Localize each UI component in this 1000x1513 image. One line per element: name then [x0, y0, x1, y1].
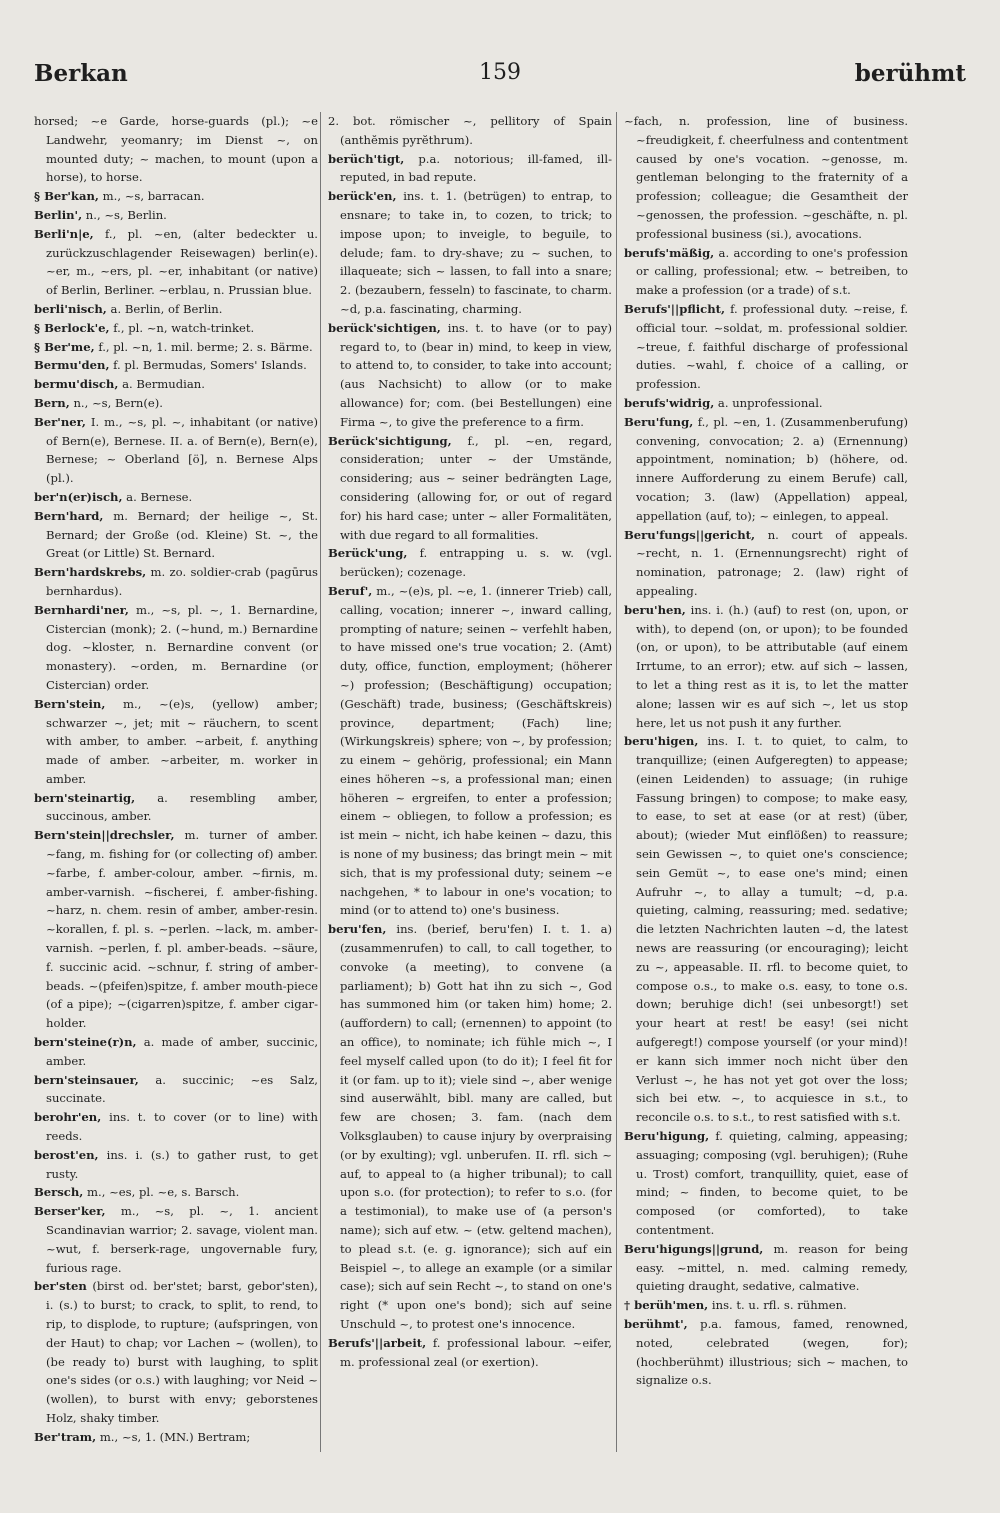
dictionary-entry — [624, 1127, 908, 1240]
dictionary-entry — [624, 1240, 908, 1296]
dictionary-entry — [34, 375, 318, 394]
definition: p.a. notorious; ill-famed, ill-reputed, in bad repute. — [340, 151, 612, 185]
headword: ber'sten — [34, 1279, 87, 1294]
headword: berühmt', — [624, 1317, 688, 1331]
headword: bern'steinartig, — [34, 790, 136, 805]
definition: ins. t. to have (or to pay) regard to, to (bear in) mind, to keep in view, to attend to, to consider, to take into account; (aus Nachsicht) to allow (or to make allowance) for; com. (bei Bestellungen) eine Firma ~, to give the preference to a firm. — [340, 320, 612, 429]
definition: f., pl. ~en, (alter bedeckter u. zurückzuschlagender Reisewagen) berlin(e). ~er, m., ~ers, pl. ~er, inhabitant (or native) of Berlin, Berliner. ~erblau, n. Prussian blue. — [46, 226, 318, 298]
headword: Beru'fungs||gericht, — [624, 527, 756, 542]
definition: 2. bot. römischer ~, pellitory of Spain (anthĕmis pyrĕthrum). — [328, 114, 612, 147]
dictionary-entry — [34, 225, 318, 300]
definition: ins. I. t. to quiet, to calm, to tranquillize; (einen Aufgeregten) to appease; (einen Leidenden) to assuage; (in ruhige Fassung bringen) to compose; to make easy, to ease, to set at ease (or at rest) (über, about); (wieder Mut einflößen) to reassure; sein Gewissen ~, to quiet one's conscience; sein Gemüt ~, to ease one's mind; einen Aufruhr ~, to allay a tumult; ~d, p.a. quieting, calming, reassuring; med. sedative; die letzten Nachrichten lauten ~d, the latest news are reassuring (or encouraging); leicht zu ~, appeasable. II. rfl. to become quiet, to compose o.s., to make o.s. easy, to tone o.s. down; beruhige dich! (sei unbesorgt!) set your heart at rest! be easy! (sei nicht aufgeregt!) compose yourself (or your mind)! er kann sich immer noch nicht über den Verlust ~, he has not yet got over the loss; sich bei etw. ~, to acquiesce in s.t., to reconcile o.s. to s.t., to rest satisfied with s.t. — [636, 734, 908, 1125]
headword: Bern'hard, — [34, 508, 104, 523]
definition: f., pl. ~en, regard, consideration; unter ~ der Umstände, considering; aus ~ seiner bedrängten Lage, considering (allowing for, or out of regard for) his hard case; unter ~ aller Formalitäten, with due regard to all formalities. — [340, 433, 612, 542]
headword: berück'sichtigen, — [328, 320, 441, 335]
dictionary-entry — [624, 394, 908, 413]
definition: a. Berlin, of Berlin. — [110, 301, 223, 316]
dictionary-entry — [34, 300, 318, 319]
dictionary-entry — [328, 920, 612, 1334]
definition: m., ~(e)s, pl. ~e, 1. (innerer Trieb) call, calling, vocation; innerer ~, inward calling, prompting of nature; seinen ~ verfehlt haben, to have missed one's true vocation; 2. (Amt) duty, office, function, employment; (höherer ~) profession; (Beschäftigung) occupation; (Geschäft) trade, business; (Geschäftskreis) province, department; (Fach) line; (Wirkungskreis) sphere; von ~, by profession; zu einem ~ gehörig, professional; ein Mann eines höheren ~s, a professional man; einen höheren ~ ergreifen, to enter a profession; einem ~ obliegen, to follow a profession; es ist mein ~ nicht, ich habe keinen ~ dazu, this is none of my business; das bringt mein ~ mit sich, that is my professional duty; seinem ~e nachgehen, * to labour in one's vocation; to mind (or to attend to) one's business. — [340, 583, 612, 918]
headword: Berufs'||pflicht, — [624, 301, 726, 316]
page-number: 159 — [479, 60, 521, 85]
dictionary-entry — [34, 112, 318, 187]
column-3 — [624, 112, 908, 1452]
headword: § Berlock'e, — [34, 320, 110, 335]
headword: Beru'fung, — [624, 414, 694, 429]
definition: m., ~s, barracan. — [102, 189, 205, 204]
headword: beru'hen, — [624, 602, 686, 617]
definition: ins. t. to cover (or to line) with reeds. — [46, 1110, 318, 1144]
definition: f. professional duty. ~reise, f. official tour. ~soldat, m. professional soldier. ~treue, f. faithful discharge of professional duties. ~wahl, f. choice of a calling, or profession. — [636, 301, 908, 392]
left-guideword: Berkan — [34, 60, 128, 87]
headword: † berüh'men, — [624, 1298, 709, 1313]
dictionary-entry — [624, 1315, 908, 1390]
definition: ins. (berief, beru'fen) I. t. 1. a) (zusammenrufen) to call, to call together, to convoke (a meeting), to convene (a parliament); b) Gott hat ihn zu sich ~, God has summoned him (or taken him) home; 2. (auffordern) to call; (ernennen) to appoint (to an office), to nominate; ich fühle mich ~, I feel myself called upon (to do it); I feel fit for it (or fam. up to it); viele sind ~, aber wenige sind auserwählt, bibl. many are called, but few are chosen; 3. fam. (nach dem Volksglauben) to cause injury by overpraising (or by exulting); vgl. unberufen. II. rfl. sich ~ auf, to appeal to (a higher tribunal); to call upon s.o. (for protection); to refer to s.o. (for a testimonial), to make use of (a person's name); sich auf etw. ~ (etw. geltend machen), to plead s.t. (e. g. ignorance); sich auf ein Beispiel ~, to allege an example (or a similar case); sich auf sein Recht ~, to stand on one's right (* upon one's bond); sich auf seine Unschuld ~, to protest one's innocence. — [340, 922, 612, 1331]
dictionary-entry — [34, 826, 318, 1033]
headword: berost'en, — [34, 1147, 99, 1162]
definition: a. resembling amber, succinous, amber. — [46, 790, 318, 824]
definition: a. Bermudian. — [122, 377, 205, 392]
definition: f. entrapping u. s. w. (vgl. berücken); cozenage. — [340, 546, 612, 580]
dictionary-entry — [624, 732, 908, 1127]
definition: ins. t. u. rfl. s. rühmen. — [711, 1298, 847, 1313]
definition: n. court of appeals. ~recht, n. 1. (Ernennungsrecht) right of nomination, patronage; 2. (law) right of appealing. — [636, 527, 908, 598]
definition: m. turner of amber. ~fang, m. fishing for (or collecting of) amber. ~farbe, f. amber-colour, amber. ~firnis, m. amber-varnish. ~fischerei, f. amber-fishing. ~harz, n. chem. resin of amber, amber-resin. ~korallen, f. pl. s. ~perlen. ~lack, m. amber-varnish. ~perlen, f. pl. amber-beads. ~säure, f. succinic acid. ~schnur, f. string of amber-beads. ~(pfeifen)spitze, f. amber mouth-piece (of a pipe); ~(cigarren)spitze, f. amber cigar-holder. — [46, 828, 318, 1031]
definition: a. Bernese. — [126, 489, 193, 504]
dictionary-entry — [34, 695, 318, 789]
headword: berohr'en, — [34, 1110, 102, 1125]
headword: bern'steine(r)n, — [34, 1035, 137, 1050]
definition: ins. t. 1. (betrügen) to entrap, to ensnare; to take in, to cozen, to trick; to impose upon; to inveigle, to beguile, to delude; fam. to dry-shave; zu ~ suchen, to illaqueate; sich ~ lassen, to fall into a snare; 2. (bezaubern, fesseln) to fascinate, to charm. ~d, p.a. fascinating, charming. — [340, 189, 612, 316]
dictionary-entry — [328, 1334, 612, 1372]
headword: Beru'higung, — [624, 1129, 710, 1144]
dictionary-entry — [34, 1071, 318, 1109]
dictionary-entry — [328, 582, 612, 920]
dictionary-entry — [34, 319, 318, 338]
column-rule — [616, 112, 617, 1452]
definition: n., ~s, Bern(e). — [73, 395, 163, 410]
definition: m., ~s, 1. (MN.) Bertram; — [99, 1429, 251, 1444]
headword: § Ber'kan, — [34, 189, 99, 204]
headword: Berlin', — [34, 207, 83, 222]
headword: berufs'widrig, — [624, 395, 715, 410]
headword: § Ber'me, — [34, 339, 95, 354]
dictionary-entry — [624, 112, 908, 244]
headword: Berück'sichtigung, — [328, 433, 452, 448]
dictionary-entry — [34, 1146, 318, 1184]
definition: m., ~es, pl. ~e, s. Barsch. — [87, 1185, 240, 1200]
definition: f., pl. ~en, 1. (Zusammenberufung) convening, convocation; 2. a) (Ernennung) appointment, nomination; b) (höhere, od. innere Aufforderung zu einem Berufe) call, vocation; 3. (law) (Appellation) appeal, appellation (auf, to); ~ einlegen, to appeal. — [636, 414, 908, 523]
definition: horsed; ~e Garde, horse-guards (pl.); ~e Landwehr, yeomanry; im Dienst ~, on mounted duty; ~ machen, to mount (upon a horse), to horse. — [34, 114, 318, 185]
column-rule — [320, 112, 321, 1452]
dictionary-entry — [328, 432, 612, 545]
definition: a. made of amber, succinic, amber. — [46, 1035, 318, 1068]
definition: m. Bernard; der heilige ~, St. Bernard; der Große (od. Kleine) St. ~, the Great (or Little) St. Bernard. — [46, 508, 318, 561]
dictionary-entry — [34, 356, 318, 375]
headword: Berser'ker, — [34, 1204, 106, 1219]
headword: Berli'n|e, — [34, 226, 94, 241]
dictionary-entry — [34, 1033, 318, 1071]
definition: I. m., ~s, pl. ~, inhabitant (or native) of Bern(e), Bernese. II. a. of Bern(e), Bern(e), Bernese; ~ Oberland [ö], n. Bernese Alps (pl.). — [46, 414, 318, 486]
definition: m. zo. soldier-crab (pagūrus bernhardus). — [46, 565, 318, 598]
dictionary-entry — [624, 601, 908, 733]
definition: n., ~s, Berlin. — [85, 207, 167, 222]
dictionary-entry — [624, 1296, 908, 1315]
definition: a. according to one's profession or calling, professional; etw. ~ betreiben, to make a profession (or a trade) of s.t. — [636, 245, 908, 298]
dictionary-entry — [34, 1202, 318, 1277]
headword: Bern'stein, — [34, 696, 106, 711]
definition: m., ~s, pl. ~, 1. Bernardine, Cistercian (monk); 2. (~hund, m.) Bernardine dog. ~kloster, n. Bernardine convent (or monastery). ~orden, m. Bernardine (or Cistercian) order. — [46, 602, 318, 692]
headword: bern'steinsauer, — [34, 1072, 139, 1087]
headword: Bern'stein||drechsler, — [34, 828, 175, 843]
headword: beru'higen, — [624, 734, 699, 749]
definition: f., pl. ~n, 1. mil. berme; 2. s. Bärme. — [98, 339, 313, 354]
dictionary-entry — [328, 112, 612, 150]
definition: a. unprofessional. — [717, 395, 823, 410]
headword: Ber'ner, — [34, 414, 86, 429]
dictionary-entry — [34, 206, 318, 225]
dictionary-entry — [34, 1428, 318, 1447]
headword: Berück'ung, — [328, 546, 408, 561]
headword: Berufs'||arbeit, — [328, 1335, 427, 1350]
column-1 — [34, 112, 318, 1452]
definition: m., ~s, pl. ~, 1. ancient Scandinavian warrior; 2. savage, violent man. ~wut, f. berserk-rage, ungovernable fury, furious rage. — [46, 1204, 318, 1275]
definition: m., ~(e)s, (yellow) amber; schwarzer ~, jet; mit ~ räuchern, to scent with amber, to amber. ~arbeit, f. anything made of amber. ~arbeiter, m. worker in amber. — [46, 696, 318, 786]
definition: ~fach, n. profession, line of business. ~freudigkeit, f. cheerfulness and contentment caused by one's vocation. ~genosse, m. gentleman belonging to the fraternity of a profession; colleague; die Gesamtheit der ~genossen, the profession. ~geschäfte, n. pl. professional business (si.), avocations. — [624, 114, 908, 241]
headword: Bermu'den, — [34, 358, 110, 373]
dictionary-entry — [328, 544, 612, 582]
dictionary-entry — [624, 413, 908, 526]
dictionary-entry — [34, 507, 318, 563]
definition: f. pl. Bermudas, Somers' Islands. — [113, 358, 307, 373]
dictionary-entry — [34, 1108, 318, 1146]
dictionary-entry — [624, 300, 908, 394]
headword: Bersch, — [34, 1185, 84, 1200]
headword: Beru'higungs||grund, — [624, 1241, 764, 1256]
dictionary-entry — [34, 187, 318, 206]
dictionary-entry — [34, 1183, 318, 1202]
headword: berück'en, — [328, 189, 397, 204]
headword: berufs'mäßig, — [624, 245, 715, 260]
headword: Ber'tram, — [34, 1429, 97, 1444]
definition: ins. i. (s.) to gather rust, to get rusty. — [46, 1147, 318, 1181]
headword: Beruf', — [328, 583, 373, 598]
dictionary-entry — [328, 150, 612, 188]
headword: Bernhardi'ner, — [34, 602, 129, 617]
headword: Bern'hardskrebs, — [34, 565, 147, 580]
dictionary-entry — [34, 1277, 318, 1427]
dictionary-entry — [34, 488, 318, 507]
dictionary-entry — [34, 563, 318, 601]
column-2 — [328, 112, 612, 1452]
dictionary-entry — [34, 394, 318, 413]
right-guideword: berühmt — [854, 60, 966, 87]
dictionary-entry — [34, 789, 318, 827]
definition: f., pl. ~n, watch-trinket. — [113, 320, 255, 335]
dictionary-entry — [624, 526, 908, 601]
definition: p.a. famous, famed, renowned, noted, celebrated (wegen, for); (hochberühmt) illustrious; sich ~ machen, to signalize o.s. — [636, 1317, 908, 1388]
dictionary-entry — [624, 244, 908, 300]
headword: Bern, — [34, 395, 70, 410]
dictionary-entry — [34, 601, 318, 695]
headword: ber'n(er)isch, — [34, 489, 123, 504]
dictionary-columns — [34, 112, 974, 1452]
definition: m. reason for being easy. ~mittel, n. med. calming remedy, quieting draught, sedative, calmative. — [636, 1241, 908, 1294]
dictionary-entry — [34, 413, 318, 488]
definition: f. professional labour. ~eifer, m. professional zeal (or exertion). — [340, 1335, 612, 1369]
headword: berüch'tigt, — [328, 151, 405, 166]
headword: berli'nisch, — [34, 301, 107, 316]
headword: bermu'disch, — [34, 377, 119, 392]
definition: a. succinic; ~es Salz, succinate. — [46, 1072, 318, 1106]
dictionary-entry — [328, 187, 612, 319]
headword: beru'fen, — [328, 922, 387, 937]
dictionary-entry — [328, 319, 612, 432]
running-head — [34, 60, 966, 94]
definition: (birst od. ber'stet; barst, gebor'sten), i. (s.) to burst; to crack, to split, to rend, to rip, to displode, to rupture; (aufspringen, von der Haut) to chap; vor Lachen ~ (wollen), to (be ready to) burst with laughing, to split one's sides (or o.s.) with laughing; vor Neid ~ (wollen), to burst with envy; geborstenes Holz, shaky timber. — [46, 1279, 318, 1425]
definition: ins. i. (h.) (auf) to rest (on, upon, or with), to depend (on, or upon); to be founded (on, or upon), to be attributable (auf einem Irrtume, to an error); etw. auf sich ~ lassen, to let a thing rest as it is, to let the matter alone; lassen wir es auf sich ~, let us stop here, let us not push it any further. — [636, 602, 908, 730]
dictionary-entry — [34, 338, 318, 357]
definition: f. quieting, calming, appeasing; assuaging; composing (vgl. beruhigen); (Ruhe u. Trost) comfort, tranquillity, quiet, ease of mind; ~ finden, to become quiet, to be composed (or comforted), to take contentment. — [636, 1129, 908, 1238]
